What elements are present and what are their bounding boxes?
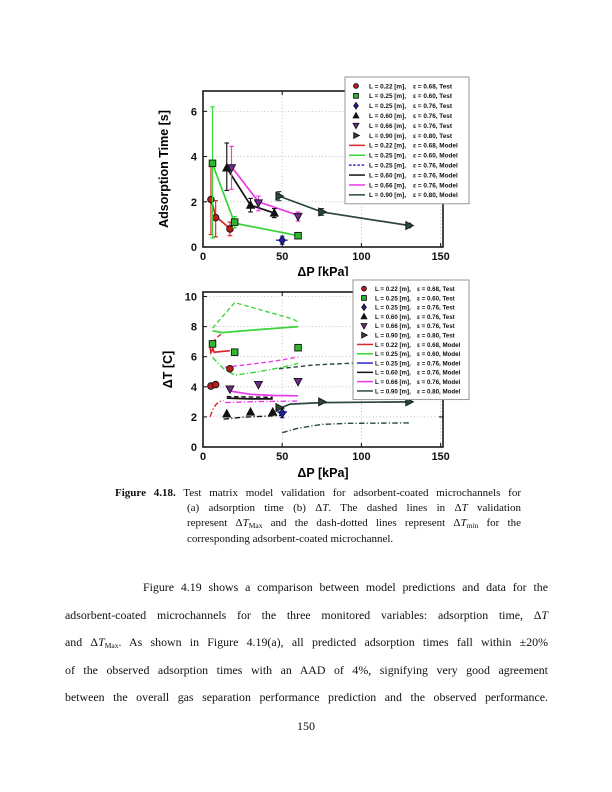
series-line-solid bbox=[210, 348, 230, 353]
circle-marker bbox=[227, 365, 234, 372]
legend-label: L = 0.66 [m], bbox=[369, 122, 406, 130]
diamond-marker bbox=[279, 409, 285, 418]
page-number: 150 bbox=[297, 719, 315, 733]
series-line-dashed bbox=[213, 303, 299, 329]
series-line-solid bbox=[227, 398, 273, 399]
legend-label: ε = 0.76, Model bbox=[417, 378, 461, 386]
legend-label: ε = 0.76, Test bbox=[413, 122, 452, 130]
legend-label: ε = 0.60, Test bbox=[417, 295, 455, 303]
legend-label: ε = 0.60, Test bbox=[413, 93, 452, 101]
svg-text:0: 0 bbox=[190, 242, 197, 254]
x-axis-label: ΔP [kPa] bbox=[297, 466, 349, 480]
square-marker bbox=[295, 232, 302, 239]
svg-text:6: 6 bbox=[190, 351, 197, 364]
legend-label: L = 0.22 [m], bbox=[369, 83, 406, 91]
square-marker bbox=[362, 296, 367, 301]
triangle-right-marker bbox=[319, 208, 327, 216]
chart-adsorption-time bbox=[140, 70, 485, 283]
series-line-dashdot bbox=[213, 357, 299, 375]
y-axis-label: Adsorption Time [s] bbox=[157, 110, 171, 228]
series-markers bbox=[226, 378, 302, 393]
circle-marker bbox=[212, 381, 219, 388]
legend-label: ε = 0.80, Test bbox=[413, 132, 452, 140]
svg-text:50: 50 bbox=[276, 451, 289, 463]
body-paragraph bbox=[65, 574, 548, 712]
square-marker bbox=[354, 93, 359, 98]
svg-text:50: 50 bbox=[276, 251, 289, 263]
triangle-down-marker bbox=[294, 213, 302, 220]
caption-line-2 bbox=[187, 501, 521, 516]
legend-label: L = 0.60 [m], bbox=[369, 112, 406, 120]
figure-caption bbox=[115, 486, 521, 547]
x-axis-label: ΔP [kPa] bbox=[297, 265, 349, 279]
legend-label: ε = 0.68, Test bbox=[413, 83, 452, 91]
paragraph-text: Figure 4.19 shows a comparison between model predictions and data for the bbox=[143, 580, 548, 594]
triangle-up-marker bbox=[223, 410, 231, 417]
legend-label: ε = 0.68, Model bbox=[413, 142, 458, 150]
legend-label: L = 0.66 [m], bbox=[369, 182, 406, 190]
svg-text:2: 2 bbox=[190, 411, 197, 424]
caption-text: T bbox=[460, 517, 467, 530]
series-line-dashdot bbox=[282, 423, 409, 433]
legend-label: L = 0.60 [m], bbox=[375, 369, 411, 377]
triangle-right-marker bbox=[319, 398, 327, 406]
legend-label: ε = 0.80, Test bbox=[417, 332, 455, 340]
caption-text: . The dashed lines in Δ bbox=[328, 502, 462, 515]
svg-text:100: 100 bbox=[352, 251, 371, 263]
legend-label: L = 0.66 [m], bbox=[375, 378, 411, 386]
legend-label: ε = 0.60, Model bbox=[417, 351, 461, 359]
series-markers bbox=[279, 409, 285, 418]
legend-label: L = 0.60 [m], bbox=[369, 172, 406, 180]
caption-line-4 bbox=[187, 532, 521, 547]
paragraph-line-5 bbox=[65, 684, 548, 712]
caption-text: T bbox=[322, 502, 329, 515]
svg-text:100: 100 bbox=[352, 451, 371, 463]
legend-label: ε = 0.80, Model bbox=[413, 192, 458, 200]
series-line-solid bbox=[213, 327, 299, 333]
svg-text:10: 10 bbox=[184, 291, 197, 304]
series-line-dashdot bbox=[225, 401, 298, 403]
legend-label: ε = 0.76, Test bbox=[417, 304, 455, 312]
series-markers bbox=[208, 166, 234, 237]
legend-label: ε = 0.68, Model bbox=[417, 341, 461, 349]
legend-label: L = 0.90 [m], bbox=[375, 388, 411, 396]
paragraph-text: T bbox=[98, 635, 105, 650]
triangle-up-marker bbox=[247, 408, 255, 415]
caption-subscript: Max bbox=[248, 521, 263, 531]
series-line-dashdot bbox=[210, 400, 223, 417]
y-axis-label: ΔT [C] bbox=[161, 350, 175, 389]
chart-delta-t bbox=[140, 276, 485, 490]
circle-marker bbox=[362, 286, 367, 291]
square-marker bbox=[209, 160, 216, 167]
circle-marker bbox=[208, 196, 215, 203]
paragraph-text: of the observed adsorption times with an AAD of 4%, signifying very good agreement bbox=[65, 662, 548, 677]
caption-subscript: min bbox=[466, 521, 479, 531]
circle-marker bbox=[212, 214, 219, 221]
caption-text: corresponding adsorbent-coated microchannel. bbox=[187, 532, 394, 545]
paragraph-line-2 bbox=[65, 602, 548, 630]
legend-label: ε = 0.80, Model bbox=[417, 388, 461, 396]
caption-text: Test matrix model validation for adsorbent-coated microchannels for bbox=[175, 487, 521, 499]
legend-label: ε = 0.76, Model bbox=[413, 182, 458, 190]
series-markers bbox=[223, 408, 277, 417]
legend-label: L = 0.22 [m], bbox=[375, 285, 411, 293]
svg-text:150: 150 bbox=[431, 251, 450, 263]
caption-text: (a) adsorption time (b) Δ bbox=[187, 502, 323, 515]
legend-label: ε = 0.76, Model bbox=[417, 360, 461, 368]
caption-text: and the dash-dotted lines represent Δ bbox=[262, 517, 461, 530]
paragraph-line-1 bbox=[65, 574, 548, 602]
legend-label: L = 0.25 [m], bbox=[369, 93, 406, 101]
caption-text: T bbox=[242, 517, 249, 530]
legend-label: ε = 0.76, Model bbox=[413, 162, 458, 170]
caption-text: validation bbox=[467, 502, 521, 515]
svg-text:150: 150 bbox=[431, 451, 450, 463]
series-line-solid bbox=[279, 402, 409, 409]
svg-text:2: 2 bbox=[190, 196, 197, 209]
paragraph-text: between the overall gas separation performance prediction and the observed performance. bbox=[65, 690, 548, 705]
figure-caption-label: Figure 4.18. bbox=[115, 487, 176, 499]
caption-text: T bbox=[461, 502, 468, 515]
legend bbox=[345, 77, 469, 204]
legend-label: ε = 0.76, Test bbox=[413, 103, 452, 111]
legend-label: ε = 0.76, Test bbox=[417, 313, 455, 321]
svg-text:0: 0 bbox=[199, 251, 207, 263]
legend-label: ε = 0.76, Model bbox=[413, 172, 458, 180]
svg-text:0: 0 bbox=[199, 451, 207, 463]
triangle-down-marker bbox=[294, 378, 302, 385]
paragraph-text: and Δ bbox=[65, 635, 99, 650]
series-markers bbox=[209, 341, 301, 356]
square-marker bbox=[231, 349, 238, 356]
legend-label: L = 0.90 [m], bbox=[369, 132, 406, 140]
legend-label: L = 0.66 [m], bbox=[375, 323, 411, 331]
series-line-solid bbox=[230, 391, 298, 396]
legend-label: L = 0.22 [m], bbox=[369, 142, 406, 150]
paragraph-text: adsorbent-coated microchannels for the three monitored variables: adsorption time, Δ bbox=[65, 607, 542, 622]
series-line-dashed bbox=[227, 397, 273, 398]
svg-text:4: 4 bbox=[190, 381, 197, 394]
legend-label: L = 0.25 [m], bbox=[375, 360, 411, 368]
paragraph-text: T bbox=[541, 607, 548, 622]
legend-label: L = 0.25 [m], bbox=[375, 304, 411, 312]
legend-label: ε = 0.76, Model bbox=[417, 369, 461, 377]
legend-label: L = 0.60 [m], bbox=[375, 313, 411, 321]
svg-text:4: 4 bbox=[190, 151, 197, 164]
triangle-down-marker bbox=[254, 381, 262, 388]
legend bbox=[353, 280, 469, 400]
circle-marker bbox=[354, 84, 359, 89]
paragraph-subscript: Max bbox=[104, 641, 119, 651]
series-line-dashdot bbox=[224, 415, 283, 419]
paragraph-line-3 bbox=[65, 629, 548, 657]
legend-label: L = 0.25 [m], bbox=[375, 351, 411, 359]
legend-label: L = 0.22 [m], bbox=[375, 341, 411, 349]
legend-label: ε = 0.60, Model bbox=[413, 152, 458, 160]
paragraph-text: . As shown in Figure 4.19(a), all predicted adsorption times fall within ±20% bbox=[118, 635, 548, 650]
legend-label: L = 0.90 [m], bbox=[369, 192, 406, 200]
paragraph-line-4 bbox=[65, 657, 548, 685]
circle-marker bbox=[227, 226, 234, 233]
legend-label: L = 0.90 [m], bbox=[375, 332, 411, 340]
legend-label: L = 0.25 [m], bbox=[369, 152, 406, 160]
legend-label: ε = 0.76, Test bbox=[417, 323, 455, 331]
legend-label: ε = 0.76, Test bbox=[413, 112, 452, 120]
caption-line-1 bbox=[115, 486, 521, 501]
caption-text: for the bbox=[478, 517, 521, 530]
square-marker bbox=[209, 341, 216, 348]
caption-text: represent Δ bbox=[187, 517, 243, 530]
square-marker bbox=[231, 219, 238, 226]
series-markers bbox=[209, 107, 301, 239]
caption-line-3 bbox=[187, 516, 521, 531]
legend-label: L = 0.25 [m], bbox=[375, 295, 411, 303]
svg-text:0: 0 bbox=[190, 442, 197, 454]
square-marker bbox=[295, 344, 302, 351]
svg-text:8: 8 bbox=[190, 321, 197, 334]
legend-label: L = 0.25 [m], bbox=[369, 103, 406, 111]
legend-label: L = 0.25 [m], bbox=[369, 162, 406, 170]
svg-text:6: 6 bbox=[190, 106, 197, 119]
legend-label: ε = 0.68, Test bbox=[417, 285, 455, 293]
